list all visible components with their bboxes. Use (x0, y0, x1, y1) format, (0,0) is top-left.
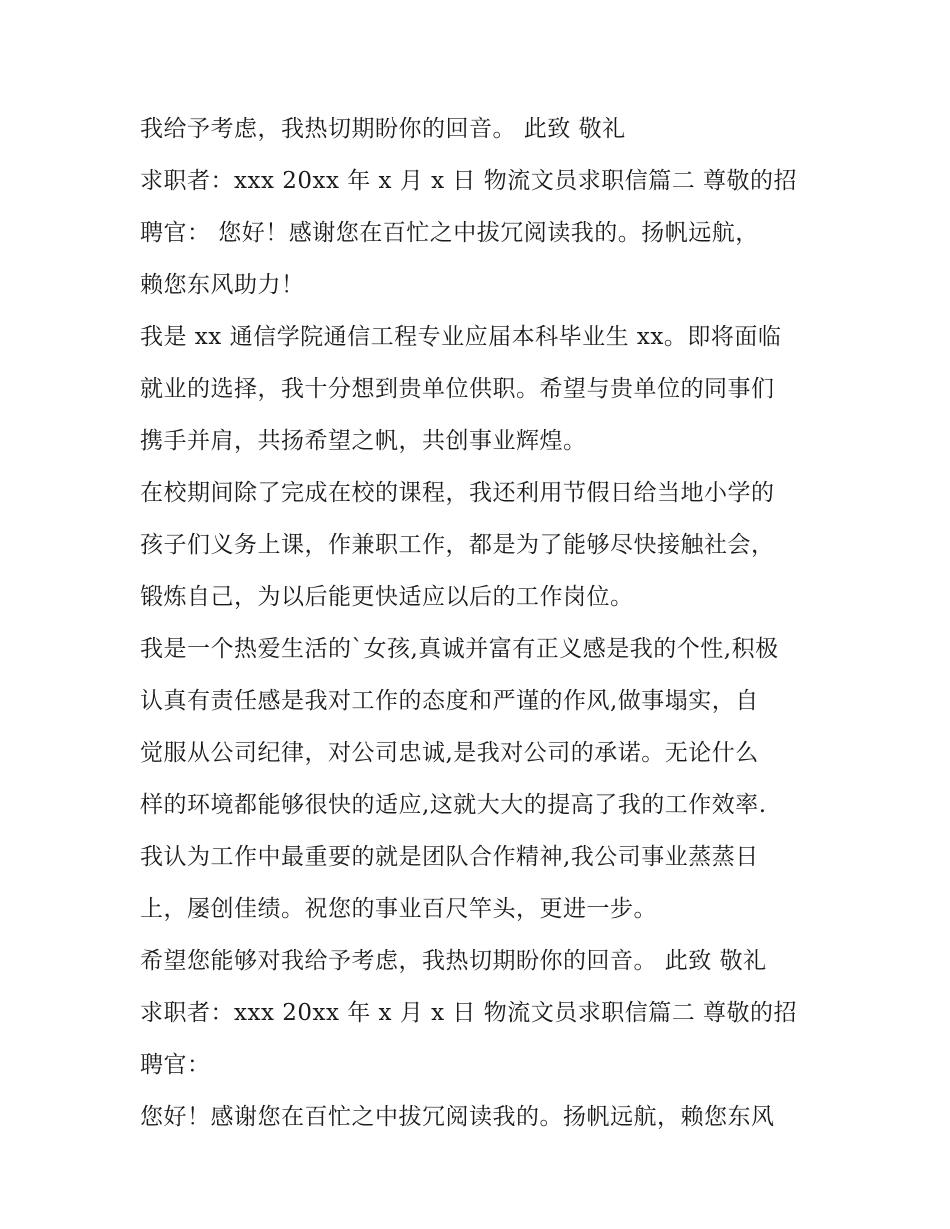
text-line: 聘官： (140, 1052, 211, 1078)
text-line: 我是一个热爱生活的`女孩,真诚并富有正义感是我的个性,积极 (140, 636, 779, 662)
text-line: 在校期间除了完成在校的课程，我还利用节假日给当地小学的 (140, 480, 775, 506)
text-line: 求职者：xxx 20xx 年 x 月 x 日 物流文员求职信篇二 尊敬的招 (140, 1000, 798, 1026)
text-line: 希望您能够对我给予考虑，我热切期盼你的回音。 此致 敬礼 (140, 948, 767, 974)
text-line: 我给予考虑，我热切期盼你的回音。 此致 敬礼 (140, 116, 626, 142)
text-line: 求职者：xxx 20xx 年 x 月 x 日 物流文员求职信篇二 尊敬的招 (140, 168, 798, 194)
text-line: 认真有责任感是我对工作的态度和严谨的作风,做事塌实，自 (140, 688, 759, 714)
text-line: 我是 xx 通信学院通信工程专业应届本科毕业生 xx。即将面临 (140, 324, 782, 350)
text-line: 孩子们义务上课，作兼职工作，都是为了能够尽快接触社会， (140, 532, 775, 558)
text-line: 携手并肩，共扬希望之帆，共创事业辉煌。 (140, 428, 587, 454)
text-line: 就业的选择，我十分想到贵单位供职。希望与贵单位的同事们 (140, 376, 775, 402)
text-line: 您好！感谢您在百忙之中拔冗阅读我的。扬帆远航，赖您东风 (140, 1104, 775, 1130)
text-line: 样的环境都能够很快的适应,这就大大的提高了我的工作效率. (140, 792, 767, 818)
text-line: 聘官： 您好！感谢您在百忙之中拔冗阅读我的。扬帆远航， (140, 220, 759, 246)
text-line: 锻炼自己，为以后能更快适应以后的工作岗位。 (140, 584, 634, 610)
text-line: 赖您东风助力！ (140, 272, 305, 298)
text-line: 觉服从公司纪律，对公司忠诚,是我对公司的承诺。无论什么 (140, 740, 759, 766)
text-line: 我认为工作中最重要的就是团队合作精神,我公司事业蒸蒸日 (140, 844, 759, 870)
text-line: 上，屡创佳绩。祝您的事业百尺竿头，更进一步。 (140, 896, 657, 922)
